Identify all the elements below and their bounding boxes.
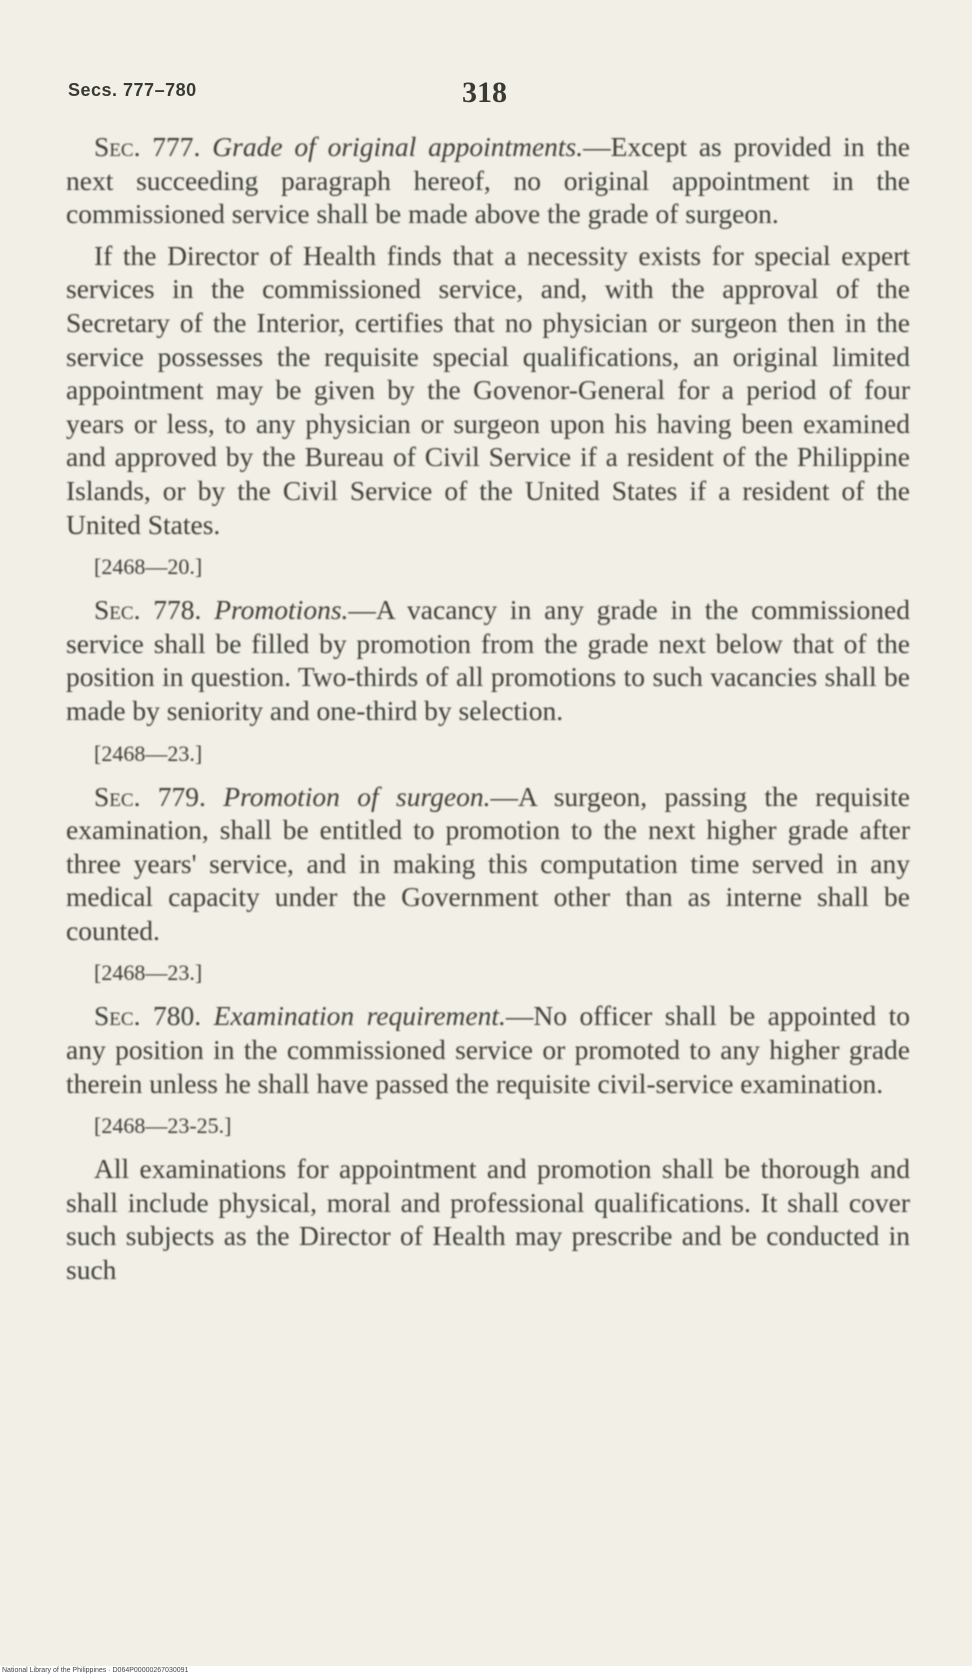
section-label: Sec. 779. — [94, 780, 206, 812]
section-780-reference: [2468—23-25.] — [94, 1113, 232, 1139]
section-caption: Grade of original appointments. — [212, 131, 584, 162]
section-text: —No officer shall be appointed to any position in the commissioned service or promoted to any higher grade therein unless he shall have passed the requisite civil-service examination. — [66, 1000, 911, 1099]
page-header — [68, 76, 908, 116]
section-caption: Promotions. — [214, 594, 349, 626]
section-780-paragraph-2: All examinations for appointment and promotion shall be thorough and shall include physical, moral and professional qualifications. It shall cover such subjects as the Director of Health may prescribe and be conducted in such — [66, 1153, 910, 1286]
section-777-paragraph — [66, 130, 910, 231]
section-777-reference: [2468—20.] — [94, 554, 203, 580]
section-778-reference: [2468—23.] — [94, 740, 203, 766]
scan-footer — [0, 1666, 972, 1679]
page-number: 318 — [462, 76, 507, 109]
section-779-paragraph — [66, 780, 910, 948]
section-780-paragraph — [66, 999, 910, 1100]
section-777-paragraph-2: If the Director of Health finds that a necessity exists for special expert services in the commissioned service, and, with the approval of the Secretary of the Interior, certifies that no physician or surgeon then in the service possesses the requisite special qualifications, an original limited appointment may be given by the Govenor-General for a period of four years or less, to any physician or surgeon upon his having been examined and approved by the Bureau of Civil Service if a resident of the Philippine Islands, or by the Civil Service of the United States if a resident of the United States. — [66, 239, 910, 540]
scan-footer-text: National Library of the Philippines · D064P00000267030091 — [2, 1667, 189, 1674]
section-text: —A vacancy in any grade in the commissioned service shall be filled by promotion from the grade next below that of the position in question. Two-thirds of all promotions to such vacancies shall be made by seniority and one-third by selection. — [66, 594, 911, 726]
section-778-paragraph — [66, 593, 910, 727]
running-head: Secs. 777–780 — [68, 80, 197, 100]
section-text: —Except as provided in the next succeeding paragraph hereof, no original appointment in the commissioned service shall be made above the grade of surgeon. — [66, 131, 911, 230]
section-caption: Examination requirement. — [213, 1000, 506, 1032]
page-body — [66, 130, 910, 1295]
section-text: —A surgeon, passing the requisite examination, shall be entitled to promotion to the next higher grade after three years' service, and in making this computation time served in any medical capacity under the Government other than as interne shall be counted. — [66, 780, 911, 946]
section-label: Sec. 778. — [94, 594, 202, 626]
section-label: Sec. 777. — [94, 131, 201, 162]
section-label: Sec. 780. — [94, 1000, 202, 1032]
section-caption: Promotion of surgeon. — [223, 780, 491, 812]
section-779-reference: [2468—23.] — [94, 960, 203, 986]
